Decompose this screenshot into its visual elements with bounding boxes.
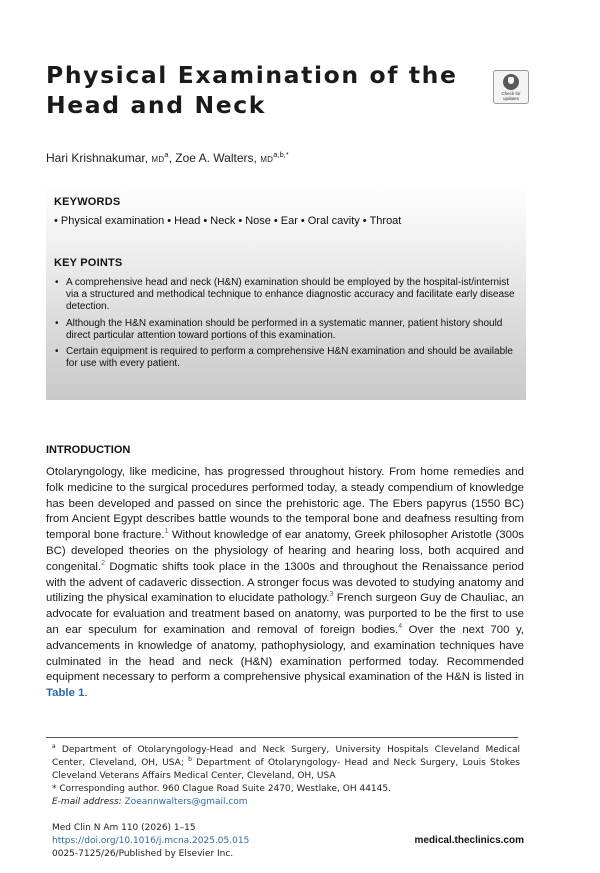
badge-line-1: Check for (501, 91, 521, 96)
key-points-heading: KEY POINTS (54, 257, 123, 269)
footnote-divider (46, 737, 518, 738)
keyword-item: Neck (210, 215, 236, 227)
intro-text: French surgeon Guy de Chauliac, an advocate for evaluation and treatment based on anatomy, was purported to be the first to use an ear speculum for examination and removal of foreign bodies. (46, 592, 524, 636)
author-2-degree: MD (260, 155, 274, 164)
issn-line: 0025-7125/26/Published by Elsevier Inc. (52, 849, 234, 859)
keyword-item: Throat (369, 215, 402, 227)
keywords-keypoints-box (46, 184, 526, 400)
badge-line-2: updates (502, 96, 519, 101)
citation-link[interactable]: 2 (101, 559, 106, 567)
affiliation-mark: b (188, 756, 192, 763)
author-2-name: , Zoe A. Walters, (168, 151, 261, 165)
introduction-paragraph (46, 465, 524, 702)
author-1-degree: MD (151, 155, 165, 164)
keywords-heading: KEYWORDS (54, 196, 121, 208)
check-for-updates-badge[interactable] (493, 70, 529, 104)
key-point-item: • Although the H&N examination should be performed in a systematic manner, patient history should direct particular attention toward portions of this examination. (54, 318, 516, 342)
author-1-affiliation: a (164, 150, 169, 159)
corresponding-author: * Corresponding author. 960 Clague Road Suite 2470, Westlake, OH 44145. (52, 784, 391, 794)
keyword-item: Head (174, 215, 201, 227)
citation-link[interactable]: 1 (164, 528, 169, 536)
keyword-item: Nose (245, 215, 271, 227)
table-1-link[interactable]: Table 1 (46, 687, 85, 700)
author-list (46, 150, 289, 165)
key-points-list (54, 277, 516, 374)
affiliation-mark: a (52, 743, 56, 750)
citation-link[interactable]: 4 (398, 623, 403, 631)
journal-citation: Med Clin N Am 110 (2026) 1–15 (52, 823, 196, 833)
key-point-item: • Certain equipment is required to perform a comprehensive H&N examination and should be available for use with every patient. (54, 346, 516, 370)
intro-text: . (84, 687, 88, 700)
footnotes (52, 744, 520, 809)
bookmark-icon (503, 74, 519, 90)
author-2-affiliation: a,b,* (273, 150, 289, 159)
keyword-item: Oral cavity (307, 215, 360, 227)
affiliations (52, 744, 520, 783)
intro-text: Without knowledge of ear anatomy, Greek philosopher Aristotle (300s BC) developed theories on the physiology of hearing and hearing loss, both acquired and congenital. (46, 529, 524, 573)
citation-info (52, 822, 249, 861)
keyword-item: Ear (280, 215, 298, 227)
keyword-item: Physical examination (60, 215, 165, 227)
author-1-name: Hari Krishnakumar, (46, 151, 152, 165)
email-line (52, 796, 520, 809)
keywords-list: • Physical examination • Head • Neck • Nose • Ear • Oral cavity • Throat (54, 215, 402, 227)
introduction-heading: INTRODUCTION (46, 444, 131, 456)
doi-link[interactable]: https://doi.org/10.1016/j.mcna.2025.05.015 (52, 836, 250, 846)
affiliation-b: Department of Otolaryngology- Head and Neck Surgery, Louis Stokes Cleveland Veterans Affairs Medical Center, Cleveland, OH, USA (52, 758, 520, 781)
intro-text: Otolaryngology, like medicine, has progressed throughout history. From home remedies and folk medicine to the surgical procedures performed today, a steady compendium of knowledge has been developed and passed on since the prehistoric age. The Ebers papyrus (1550 BC) from Ancient Egypt describes battle wounds to the temporal bone and deafness resulting from temporal bone fracture. (46, 466, 524, 542)
intro-text: Over the next 700 y, advancements in knowledge of anatomy, pathophysiology, and examination techniques have culminated in the head and neck (H&N) examination performed today. Recommended equipment necessary to perform a comprehensive physical examination of the H&N is listed in (46, 623, 524, 684)
journal-website[interactable]: medical.theclinics.com (414, 835, 524, 846)
citation-link[interactable]: 3 (329, 591, 334, 599)
article-title: Physical Examination of the Head and Neck (46, 61, 458, 119)
intro-text: Dogmatic shifts took place in the 1300s and throughout the Renaissance period with the advent of cadaveric dissection. A stronger focus was devoted to studying anatomy and utilizing the physical examination to elucidate pathology. (46, 560, 524, 605)
email-label: E-mail address: (52, 797, 125, 807)
affiliation-a: Department of Otolaryngology-Head and Neck Surgery, University Hospitals Cleveland Medical Center, Cleveland, OH, USA; (52, 745, 520, 768)
email-link[interactable]: Zoeannwalters@gmail.com (124, 797, 248, 807)
key-point-item: • A comprehensive head and neck (H&N) examination should be employed by the hospital-ist/internist via a structured and methodical technique to enhance diagnostic accuracy and facilitate early disease detection. (54, 277, 516, 314)
